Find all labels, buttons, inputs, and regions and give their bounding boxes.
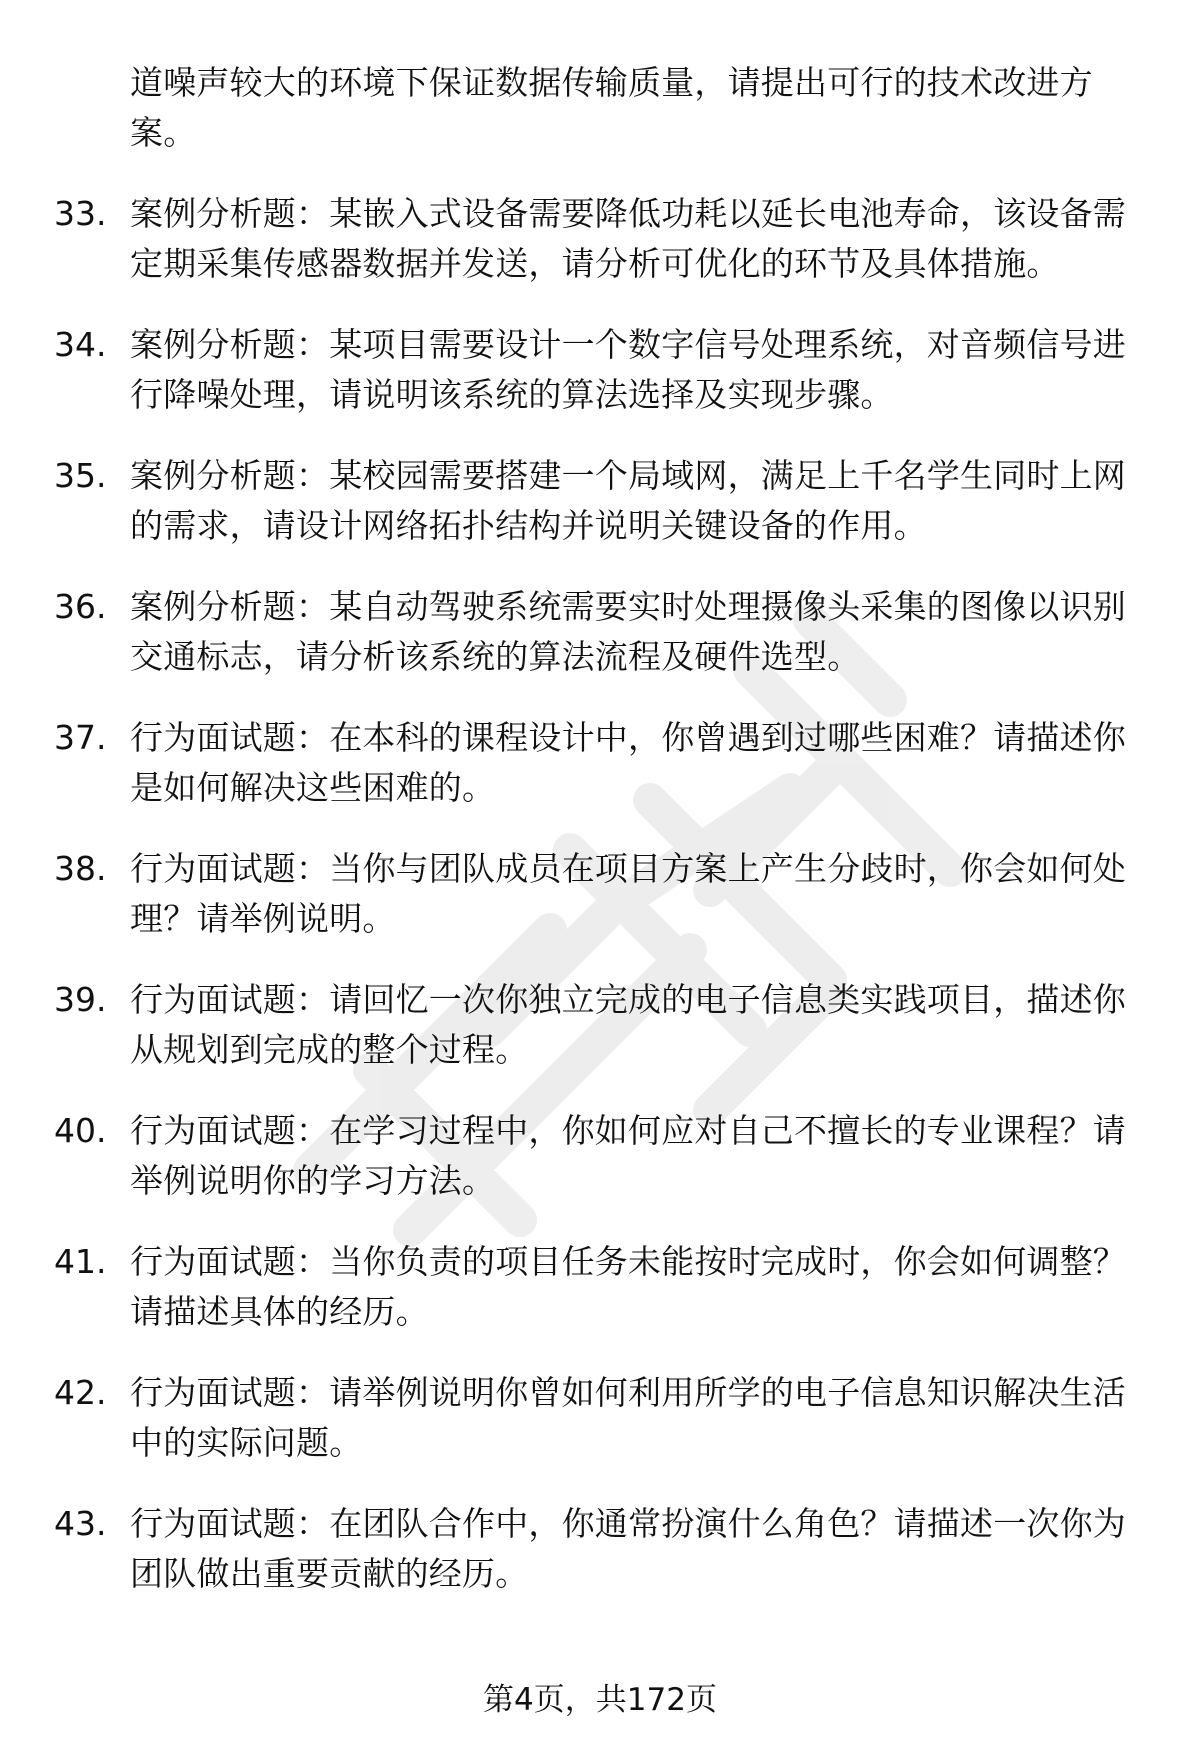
- question-text: 案例分析题：某校园需要搭建一个局域网，满足上千名学生同时上网的需求，请设计网络拓扑结构并说明关键设备的作用。: [130, 456, 1126, 545]
- page-footer: 第4页，共172页: [483, 1682, 717, 1718]
- question-item: [0, 1237, 1200, 1337]
- question-text: 案例分析题：某嵌入式设备需要降低功耗以延长电池寿命，该设备需定期采集传感器数据并发送，请分析可优化的环节及具体措施。: [130, 194, 1126, 283]
- question-item: [0, 1499, 1200, 1599]
- question-number: 33.: [54, 194, 107, 233]
- question-number: 37.: [54, 718, 107, 757]
- question-number: 35.: [54, 456, 107, 495]
- question-item: [0, 189, 1200, 289]
- question-list: [0, 58, 1200, 1630]
- question-text: 行为面试题：请回忆一次你独立完成的电子信息类实践项目，描述你从规划到完成的整个过程。: [130, 980, 1126, 1069]
- question-text: 案例分析题：某自动驾驶系统需要实时处理摄像头采集的图像以识别交通标志，请分析该系统的算法流程及硬件选型。: [130, 587, 1126, 676]
- question-item: [0, 320, 1200, 420]
- question-item: [0, 58, 1200, 158]
- question-number: 34.: [54, 325, 107, 364]
- question-text: 行为面试题：在本科的课程设计中，你曾遇到过哪些困难？请描述你是如何解决这些困难的。: [130, 718, 1126, 807]
- question-item: [0, 1368, 1200, 1468]
- question-text: 行为面试题：在学习过程中，你如何应对自己不擅长的专业课程？请举例说明你的学习方法。: [130, 1111, 1126, 1200]
- question-item: [0, 582, 1200, 682]
- question-number: 42.: [54, 1373, 107, 1412]
- question-item: [0, 844, 1200, 944]
- question-text: 行为面试题：当你与团队成员在项目方案上产生分歧时，你会如何处理？请举例说明。: [130, 849, 1126, 938]
- question-number: 39.: [54, 980, 107, 1019]
- question-item: [0, 975, 1200, 1075]
- question-text: 行为面试题：当你负责的项目任务未能按时完成时，你会如何调整？请描述具体的经历。: [130, 1242, 1126, 1331]
- question-text: 行为面试题：请举例说明你曾如何利用所学的电子信息知识解决生活中的实际问题。: [130, 1373, 1126, 1462]
- question-item: [0, 451, 1200, 551]
- question-number: [0, 58, 130, 158]
- question-text: 案例分析题：某项目需要设计一个数字信号处理系统，对音频信号进行降噪处理，请说明该系统的算法选择及实现步骤。: [130, 325, 1126, 414]
- question-number: 41.: [54, 1242, 107, 1281]
- question-item: [0, 1106, 1200, 1206]
- question-item: [0, 713, 1200, 813]
- question-number: 43.: [54, 1504, 107, 1543]
- question-number: 40.: [54, 1111, 107, 1150]
- question-text: 行为面试题：在团队合作中，你通常扮演什么角色？请描述一次你为团队做出重要贡献的经历。: [130, 1504, 1126, 1593]
- question-text: 道噪声较大的环境下保证数据传输质量，请提出可行的技术改进方案。: [130, 63, 1093, 152]
- question-number: 38.: [54, 849, 107, 888]
- question-number: 36.: [54, 587, 107, 626]
